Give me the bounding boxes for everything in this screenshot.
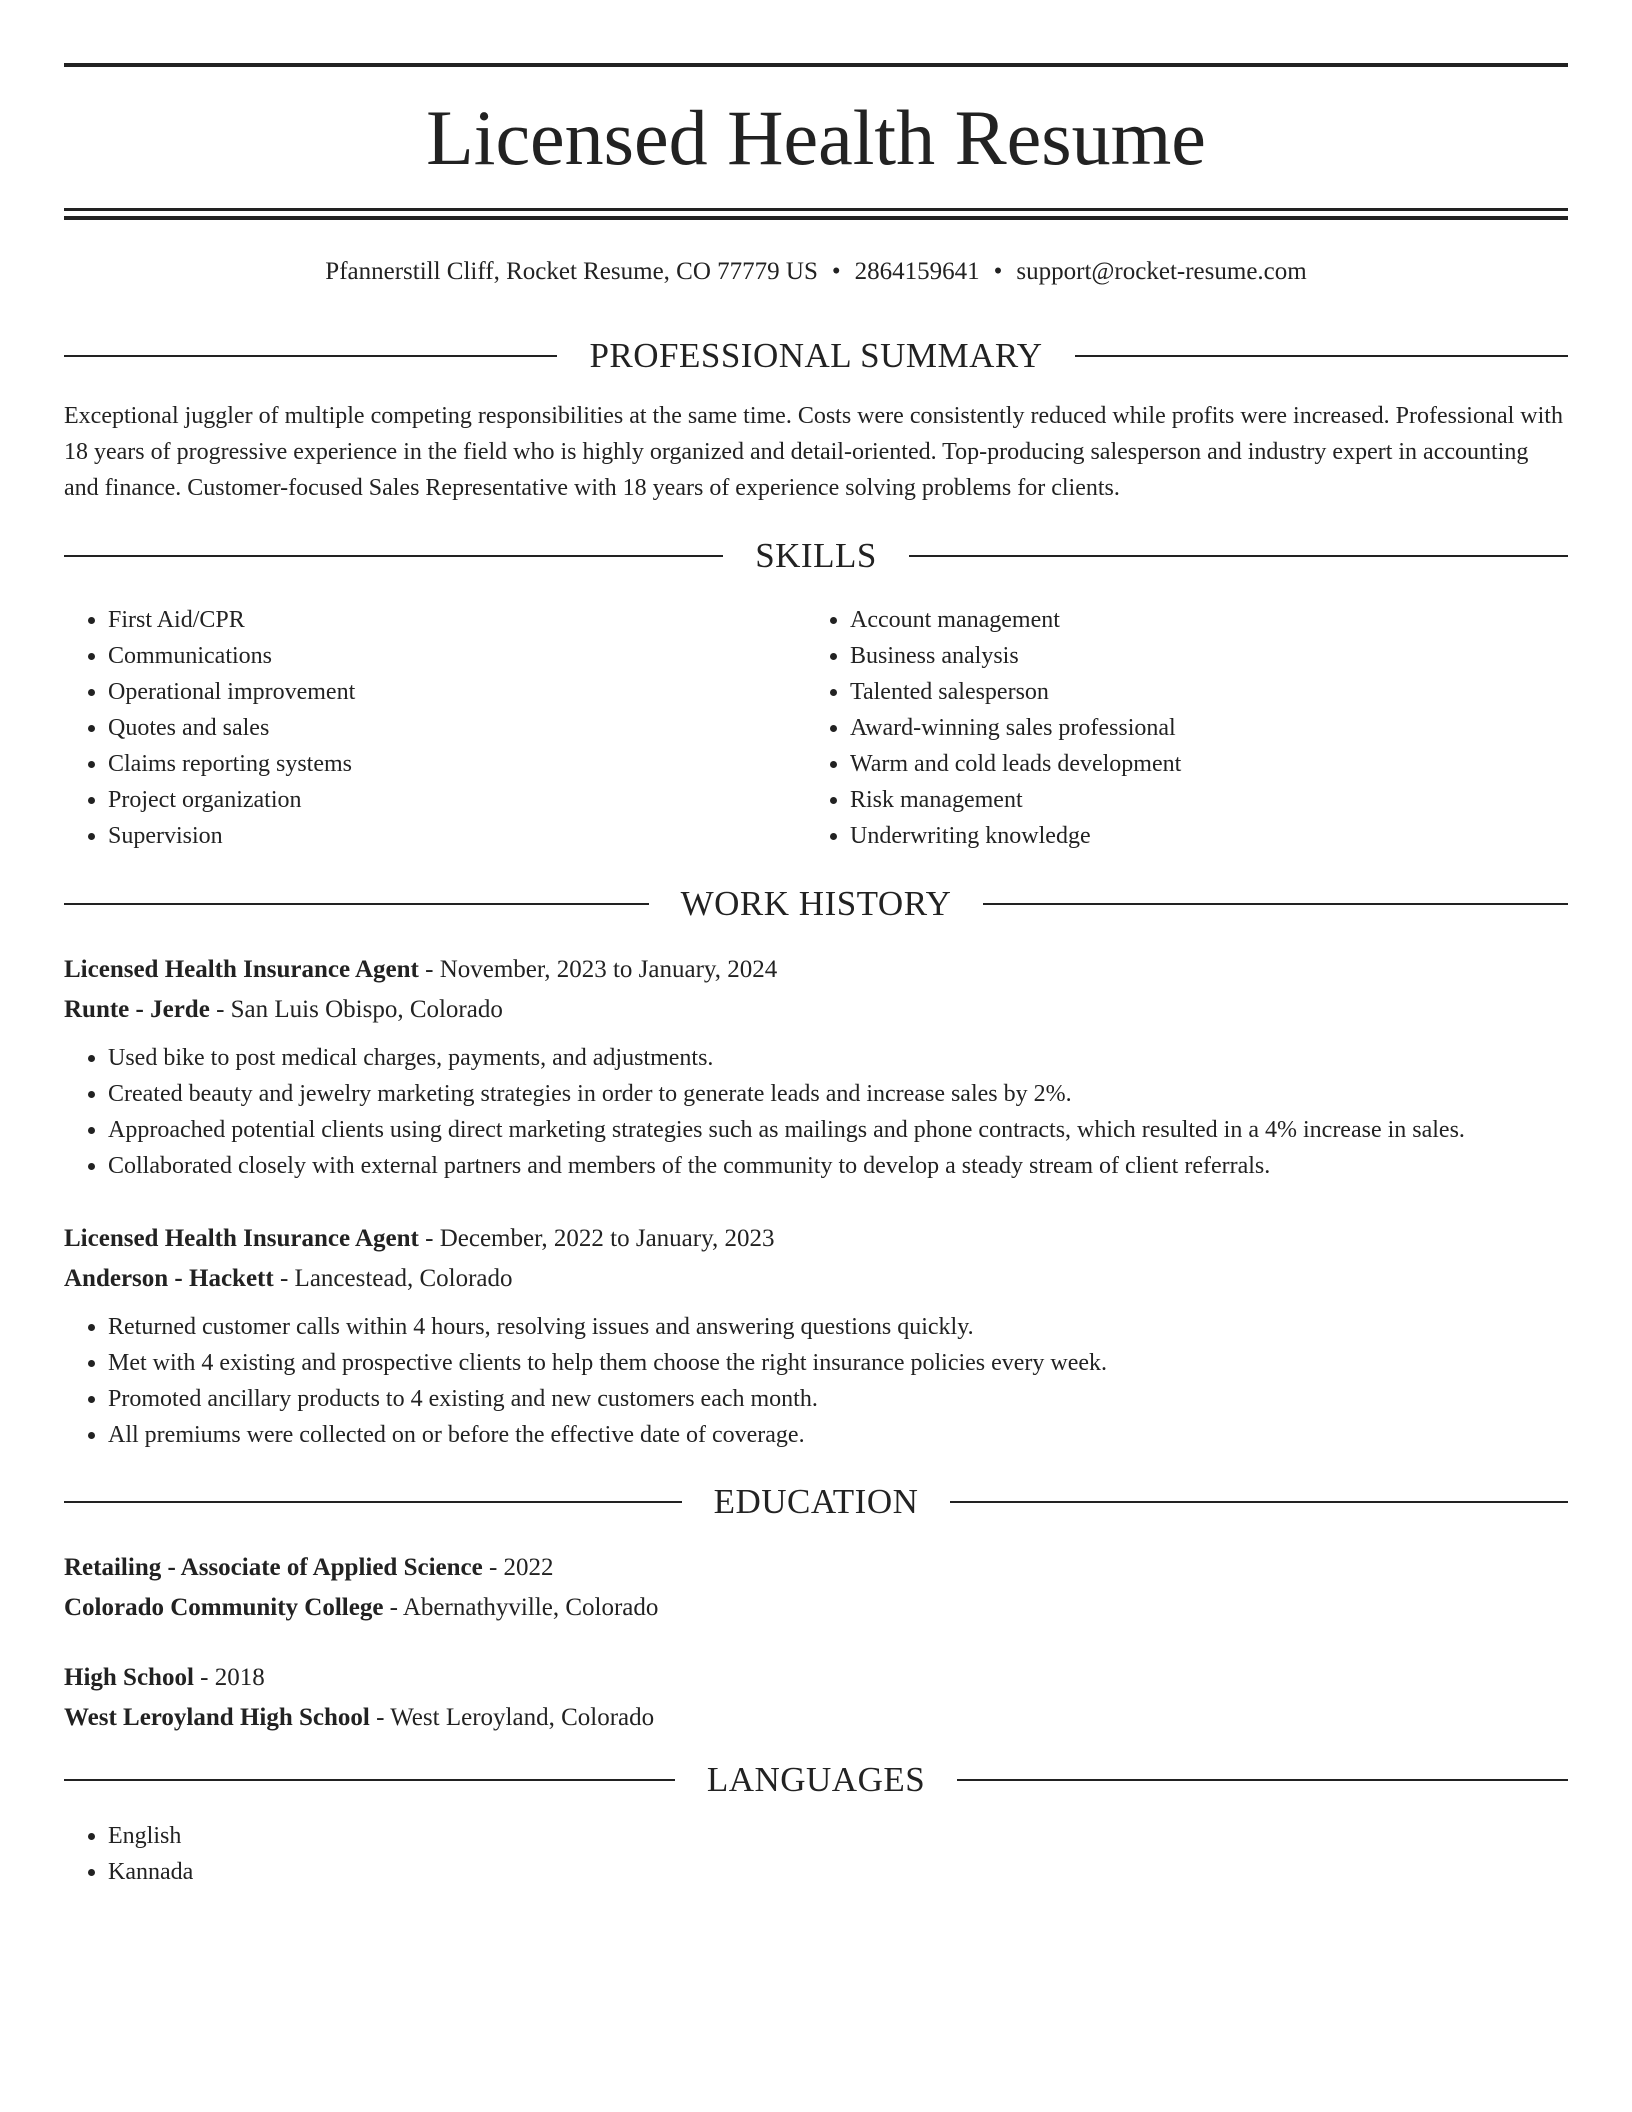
school-location: - West Leroyland, Colorado (369, 1704, 655, 1731)
education-entry (64, 1658, 1568, 1738)
languages-block (64, 1818, 1568, 1890)
job-dates: - November, 2023 to January, 2024 (418, 956, 778, 983)
section-title: LANGUAGES (706, 1760, 926, 1799)
duty-item: • Created beauty and jewelry marketing strategies in order to generate leads and increase sales by 2%. (108, 1076, 1568, 1112)
top-rule (64, 63, 1568, 67)
skill-item: • Warm and cold leads development (850, 746, 1566, 782)
skills-heading (64, 534, 1568, 578)
job-location: - San Luis Obispo, Colorado (209, 996, 503, 1023)
heading-rule-right (909, 555, 1568, 557)
section-title: EDUCATION (713, 1482, 919, 1521)
skill-item: • Award-winning sales professional (850, 710, 1566, 746)
heading-rule-left (64, 903, 649, 905)
heading-rule-right (950, 1501, 1568, 1503)
job-title-line (64, 950, 1568, 990)
duty-item: • Promoted ancillary products to 4 existing and new customers each month. (108, 1381, 1568, 1417)
contact-separator: • (993, 258, 1003, 285)
resume-title: Licensed Health Resume (426, 94, 1206, 181)
degree-line (64, 1658, 1568, 1698)
contact-email: support@rocket-resume.com (1016, 258, 1307, 285)
section-title: WORK HISTORY (680, 884, 952, 923)
school-line (64, 1588, 1568, 1628)
degree-year: - 2022 (482, 1554, 554, 1581)
job-company: Anderson - Hackett (64, 1265, 274, 1292)
skills-right-column (806, 602, 1566, 854)
skill-item: • Quotes and sales (108, 710, 804, 746)
education-entry (64, 1548, 1568, 1628)
skill-item: • First Aid/CPR (108, 602, 804, 638)
duty-item: • Collaborated closely with external partners and members of the community to develop a steady stream of client referrals. (108, 1148, 1568, 1184)
school: West Leroyland High School (64, 1704, 370, 1731)
job-duties-list (64, 1309, 1568, 1453)
language-item: • Kannada (108, 1854, 1568, 1890)
job-company-line (64, 1259, 1568, 1299)
section-title: SKILLS (755, 536, 877, 575)
job-title: Licensed Health Insurance Agent (64, 956, 419, 983)
job-title-line (64, 1219, 1568, 1259)
job-entry (64, 1219, 1568, 1453)
skill-item: • Talented salesperson (850, 674, 1566, 710)
section-title: PROFESSIONAL SUMMARY (589, 336, 1043, 375)
job-entry (64, 950, 1568, 1184)
contact-separator: • (831, 258, 841, 285)
skill-item: • Account management (850, 602, 1566, 638)
skill-item: • Underwriting knowledge (850, 818, 1566, 854)
skill-item: • Risk management (850, 782, 1566, 818)
heading-rule-right (957, 1779, 1568, 1781)
school-location: - Abernathyville, Colorado (383, 1594, 659, 1621)
summary-text: Exceptional juggler of multiple competing responsibilities at the same time. Costs were consistently reduced while profits were increased. Professional with 18 years of progressive experience in the field who is highly organized and detail-oriented. Top-producing salesperson and industry expert in accounting and finance. Customer-focused Sales Representative with 18 years of experience solving problems for clients. (64, 403, 1563, 501)
skill-item: • Communications (108, 638, 804, 674)
skill-item: • Project organization (108, 782, 804, 818)
heading-rule-left (64, 1501, 682, 1503)
duty-item: • All premiums were collected on or before the effective date of coverage. (108, 1417, 1568, 1453)
language-item: • English (108, 1818, 1568, 1854)
degree-line (64, 1548, 1568, 1588)
school-line (64, 1698, 1568, 1738)
work-heading (64, 882, 1568, 926)
job-duties-list (64, 1040, 1568, 1184)
job-location: - Lancestead, Colorado (273, 1265, 513, 1292)
degree: High School (64, 1664, 194, 1691)
skill-item: • Business analysis (850, 638, 1566, 674)
contact-phone: 2864159641 (854, 258, 980, 285)
contact-address: Pfannerstill Cliff, Rocket Resume, CO 77779 US (325, 258, 818, 285)
duty-item: • Approached potential clients using direct marketing strategies such as mailings and phone contracts, which resulted in a 4% increase in sales. (108, 1112, 1568, 1148)
heading-rule-left (64, 355, 557, 357)
education-heading (64, 1480, 1568, 1524)
skills-list (64, 602, 804, 854)
school: Colorado Community College (64, 1594, 384, 1621)
heading-rule-left (64, 555, 723, 557)
job-dates: - December, 2022 to January, 2023 (418, 1225, 775, 1252)
skill-item: • Claims reporting systems (108, 746, 804, 782)
duty-item: • Used bike to post medical charges, payments, and adjustments. (108, 1040, 1568, 1076)
heading-rule-left (64, 1779, 675, 1781)
heading-rule-right (983, 903, 1568, 905)
skill-item: • Operational improvement (108, 674, 804, 710)
summary-heading (64, 334, 1568, 378)
heading-rule-right (1075, 355, 1568, 357)
contact-line (64, 254, 1568, 290)
job-company: Runte - Jerde (64, 996, 210, 1023)
job-company-line (64, 990, 1568, 1030)
duty-item: • Returned customer calls within 4 hours, resolving issues and answering questions quickly. (108, 1309, 1568, 1345)
job-title: Licensed Health Insurance Agent (64, 1225, 419, 1252)
degree: Retailing - Associate of Applied Science (64, 1554, 483, 1581)
skill-item: • Supervision (108, 818, 804, 854)
degree-year: - 2018 (193, 1664, 265, 1691)
languages-heading (64, 1758, 1568, 1802)
skills-left-column (64, 602, 804, 854)
duty-item: • Met with 4 existing and prospective clients to help them choose the right insurance policies every week. (108, 1345, 1568, 1381)
languages-list (64, 1818, 1568, 1890)
skills-list (806, 602, 1566, 854)
title-double-rule (64, 208, 1568, 220)
